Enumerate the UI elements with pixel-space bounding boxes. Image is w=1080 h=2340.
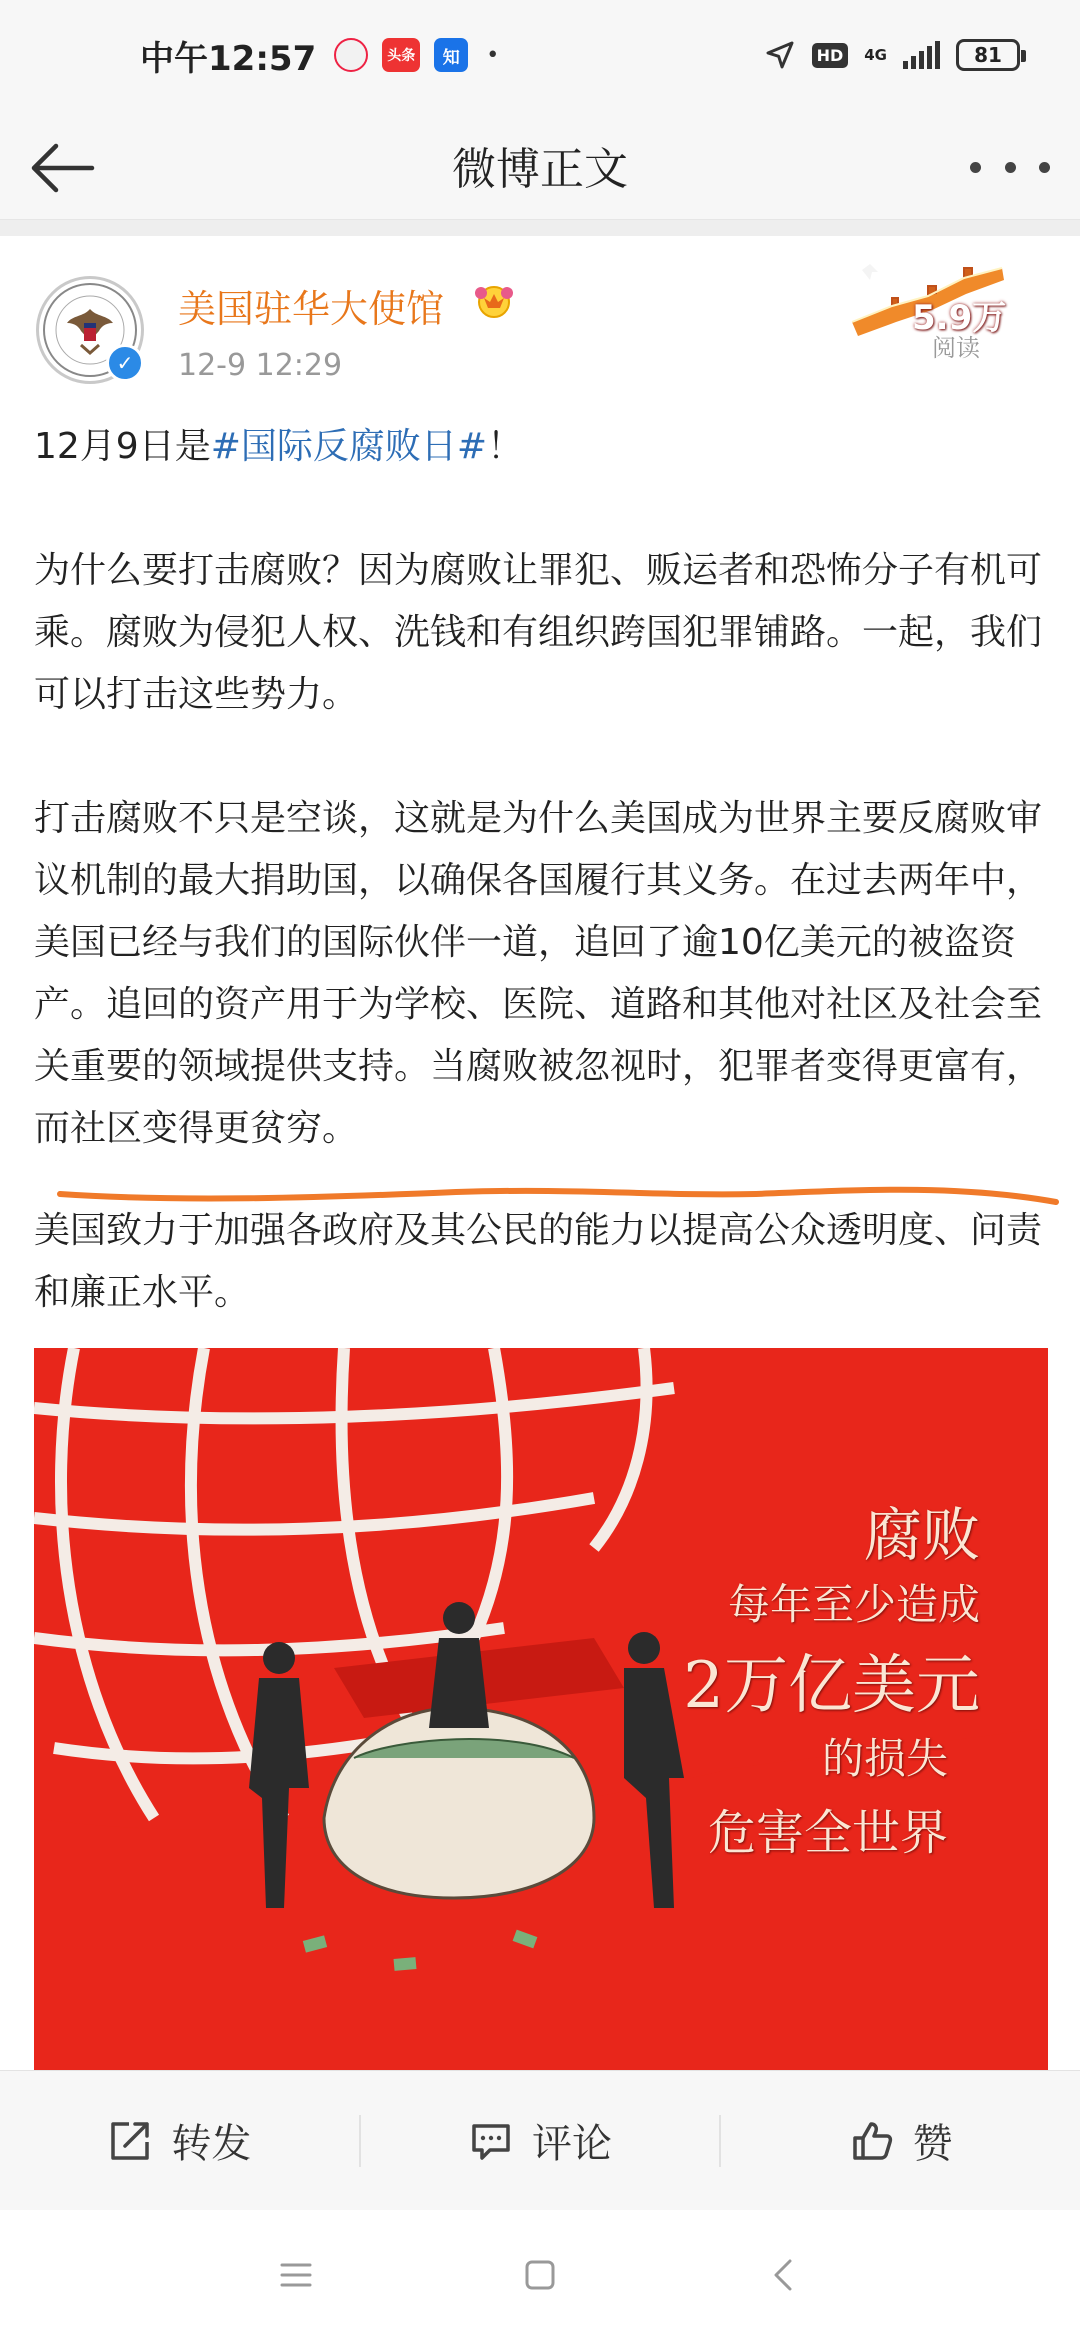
status-bar	[0, 0, 1080, 110]
more-options-icon[interactable]	[970, 142, 1050, 192]
hd-badge: HD	[812, 43, 849, 68]
image-caption-line: 的损失	[821, 1734, 948, 1783]
menu-icon[interactable]	[274, 2253, 318, 2297]
like-button[interactable]	[721, 2071, 1080, 2210]
post-paragraph	[34, 416, 1054, 478]
status-time: 中午12:57	[140, 38, 317, 79]
post-image[interactable]	[34, 1348, 1048, 2070]
like-label: 赞	[912, 2121, 953, 2167]
image-caption-line: 腐败	[863, 1501, 980, 1569]
hashtag-link[interactable]: #国际反腐败日#	[210, 426, 488, 467]
status-app-icons	[334, 38, 468, 72]
weibo-notification-icon	[334, 38, 368, 72]
post-text: 12月9日是	[34, 426, 211, 467]
read-count-label: 阅读	[932, 334, 980, 362]
image-caption-line: 每年至少造成	[727, 1580, 980, 1629]
home-square-icon[interactable]	[518, 2253, 562, 2297]
post-timestamp: 12-9 12:29	[178, 348, 343, 383]
nav-bar	[0, 110, 1080, 220]
page-title: 微博正文	[452, 143, 628, 195]
read-count: 5.9万	[912, 298, 1007, 338]
vip-crown-icon[interactable]	[472, 280, 516, 320]
comment-icon	[468, 2118, 514, 2164]
post-paragraph: 为什么要打击腐败？因为腐败让罪犯、贩运者和恐怖分子有机可乘。腐败为侵犯人权、洗钱和有组织跨国犯罪铺路。一起，我们可以打击这些势力。	[34, 550, 1043, 715]
battery-icon: 81	[956, 39, 1020, 71]
action-bar	[0, 2070, 1080, 2210]
post-text: ！	[487, 426, 524, 467]
image-caption-line: 2万亿美元	[683, 1649, 980, 1723]
image-caption-line: 危害全世界	[707, 1805, 948, 1861]
section-divider	[0, 220, 1080, 236]
repost-label: 转发	[171, 2121, 252, 2167]
status-indicators	[764, 39, 1020, 71]
location-arrow-icon	[764, 39, 796, 71]
author-name[interactable]: 美国驻华大使馆	[178, 287, 445, 331]
back-chevron-icon[interactable]	[762, 2253, 806, 2297]
system-navigation-bar	[0, 2210, 1080, 2340]
toutiao-icon: 头条	[382, 38, 420, 72]
thumbs-up-icon	[849, 2118, 895, 2164]
comment-button[interactable]	[361, 2071, 720, 2210]
comment-label: 评论	[532, 2121, 612, 2167]
hand-drawn-underline	[56, 1172, 1060, 1232]
repost-icon	[107, 2118, 153, 2164]
notification-dot: •	[486, 42, 500, 68]
back-arrow-icon[interactable]	[26, 138, 96, 198]
zhihu-icon: 知	[434, 38, 468, 72]
verified-badge-icon: ✓	[106, 344, 144, 382]
post-paragraph: 美国致力于加强各政府及其公民的能力以提高公众透明度、问责和廉正水平。	[34, 1210, 1043, 1313]
network-type: 4G	[864, 46, 887, 64]
repost-button[interactable]	[0, 2071, 359, 2210]
post-paragraph: 打击腐败不只是空谈，这就是为什么美国成为世界主要反腐败审议机制的最大捐助国，以确保各国履行其义务。在过去两年中，美国已经与我们的国际伙伴一道，追回了逾10亿美元的被盗资产。追回的资产用于为学校、医院、道路和其他对社区及社会至关重要的领域提供支持。当腐败被忽视时，犯罪者变得更富有，而社区变得更贫穷。	[34, 798, 1043, 1149]
signal-bars-icon	[903, 41, 940, 69]
